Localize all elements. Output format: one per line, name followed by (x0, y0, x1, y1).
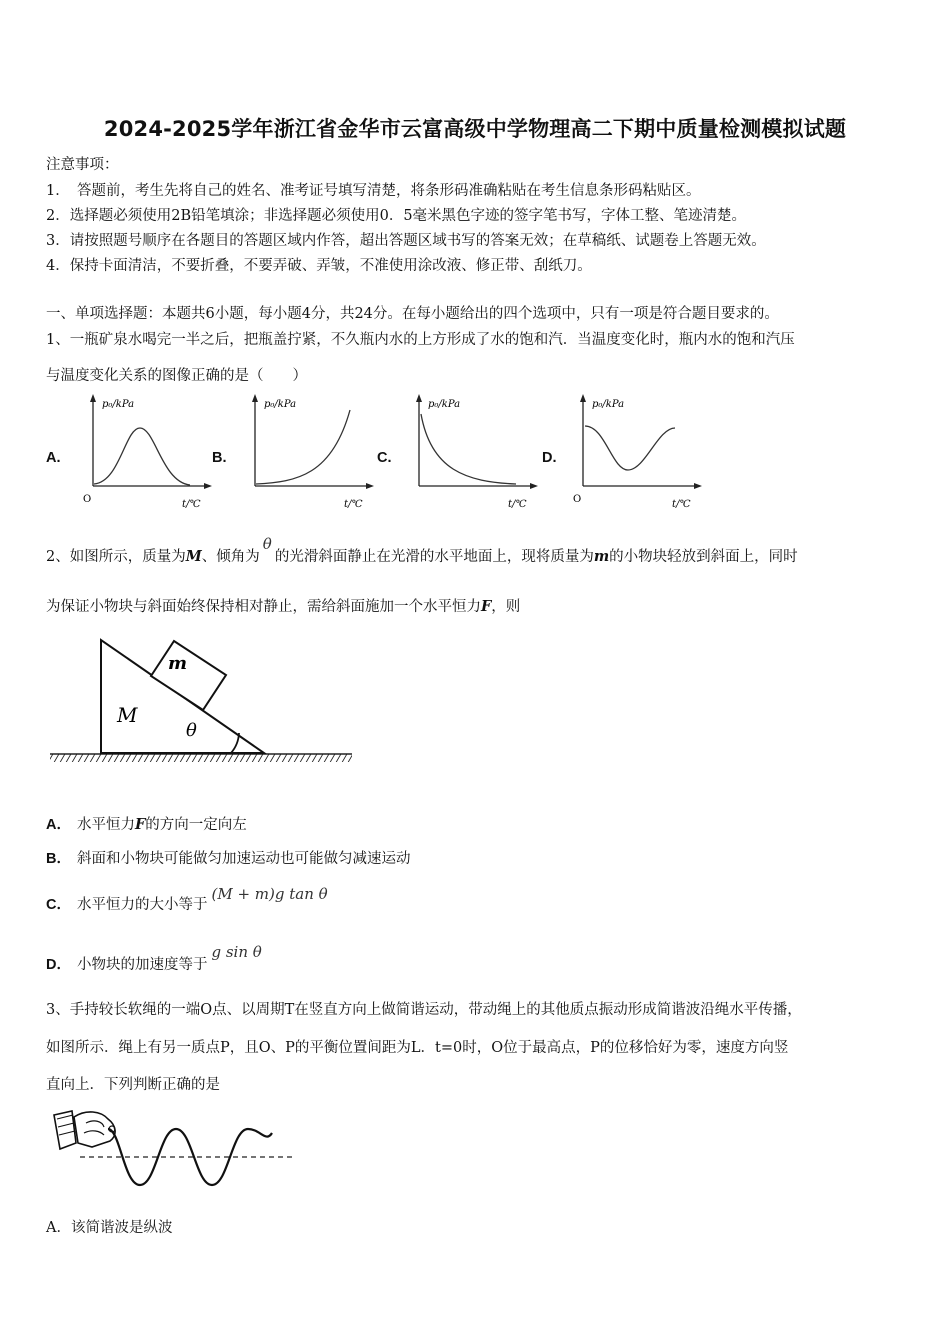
q2-diagram-label-theta: θ (186, 720, 197, 741)
q1-option-b-label: B. (212, 450, 227, 466)
q1-graph-c-xlabel: t/℃ (508, 499, 527, 510)
q2-diagram-label-m: m (168, 653, 188, 674)
q2-line1: 2、如图所示，质量为M、倾角为θ的光滑斜面静止在光滑的水平地面上，现将质量为m的小物块轻放到斜面上，同时 (46, 535, 798, 565)
q3-line3: 直向上．下列判断正确的是 (46, 1077, 220, 1093)
q1-graph-a-xlabel: t/℃ (182, 499, 201, 510)
q2-option-a[interactable]: A． 水平恒力F的方向一定向左 (46, 816, 247, 833)
q1-graph-d-xlabel: t/℃ (672, 499, 691, 510)
q1-option-a-label: A. (46, 450, 61, 466)
q2-line2: 为保证小物块与斜面始终保持相对静止，需给斜面施加一个水平恒力F，则 (46, 598, 521, 615)
q1-graph-b (242, 390, 382, 515)
page-title: 2024-2025学年浙江省金华市云富高级中学物理高二下期中质量检测模拟试题 (103, 117, 847, 141)
q1-option-d-label: D. (542, 450, 557, 466)
q3-line1: 3、手持较长软绳的一端O点、以周期T在竖直方向上做简谐运动，带动绳上的其他质点振动形成简谐波沿绳水平传播， (46, 1002, 802, 1018)
q3-wave-diagram (46, 1105, 306, 1195)
q2-mass-M: M (185, 548, 202, 565)
q2-incline-diagram (46, 630, 356, 770)
q1-option-c-label: C. (377, 450, 392, 466)
notice-item-3: 3．请按照题号顺序在各题目的答题区域内作答，超出答题区域书写的答案无效；在草稿纸、试题卷上答题无效。 (46, 233, 766, 249)
q2-option-d-formula: g sin θ (211, 943, 262, 961)
q2-mass-m: m (593, 548, 610, 565)
q3-line2: 如图所示．绳上有另一质点P，且O、P的平衡位置间距为L．t=0时，O位于最高点，P的位移恰好为零，速度方向竖 (46, 1040, 789, 1056)
notice-item-4: 4．保持卡面清洁，不要折叠，不要弄破、弄皱，不准使用涂改液、修正带、刮纸刀。 (46, 258, 592, 274)
section-heading: 一、单项选择题：本题共6小题，每小题4分，共24分。在每小题给出的四个选项中，只有一项是符合题目要求的。 (46, 306, 779, 322)
q1-graph-a-ylabel: p₀/kPa (102, 399, 135, 410)
q1-graph-d (570, 390, 710, 515)
q2-theta-symbol: θ (262, 535, 272, 553)
notice-item-1: 1． 答题前，考生先将自己的姓名、准考证号填写清楚，将条形码准确粘贴在考生信息条形码粘贴区。 (46, 183, 701, 199)
q3-option-a[interactable]: A．该简谐波是纵波 (46, 1220, 173, 1236)
q1-graph-d-ylabel: p₀/kPa (592, 399, 625, 410)
hand-icon (54, 1111, 115, 1149)
q1-graph-b-xlabel: t/℃ (344, 499, 363, 510)
q1-graph-c-ylabel: p₀/kPa (428, 399, 461, 410)
q2-option-c-formula: (M + m)g tan θ (211, 885, 328, 903)
notice-item-2: 2．选择题必须使用2B铅笔填涂；非选择题必须使用0．5毫米黑色字迹的签字笔书写，字体工整、笔迹清楚。 (46, 208, 747, 224)
q2-option-c[interactable]: C． 水平恒力的大小等于(M + m)g tan θ (46, 885, 328, 913)
q1-graph-c (406, 390, 546, 515)
q1-graph-a-origin: O (83, 494, 92, 505)
q1-graph-d-origin: O (573, 494, 582, 505)
q1-graph-b-ylabel: p₀/kPa (264, 399, 297, 410)
q2-diagram-label-M: M (117, 703, 138, 727)
q1-line2: 与温度变化关系的图像正确的是（ ） (46, 368, 307, 384)
q2-force-F: F (481, 598, 492, 615)
q1-graph-a (80, 390, 220, 515)
q2-option-b[interactable]: B． 斜面和小物块可能做匀加速运动也可能做匀减速运动 (46, 851, 411, 867)
q1-line1: 1、一瓶矿泉水喝完一半之后，把瓶盖拧紧，不久瓶内水的上方形成了水的饱和汽．当温度变化时，瓶内水的饱和汽压 (46, 332, 795, 348)
notice-heading: 注意事项： (46, 157, 119, 173)
q2-option-d[interactable]: D． 小物块的加速度等于g sin θ (46, 943, 262, 973)
